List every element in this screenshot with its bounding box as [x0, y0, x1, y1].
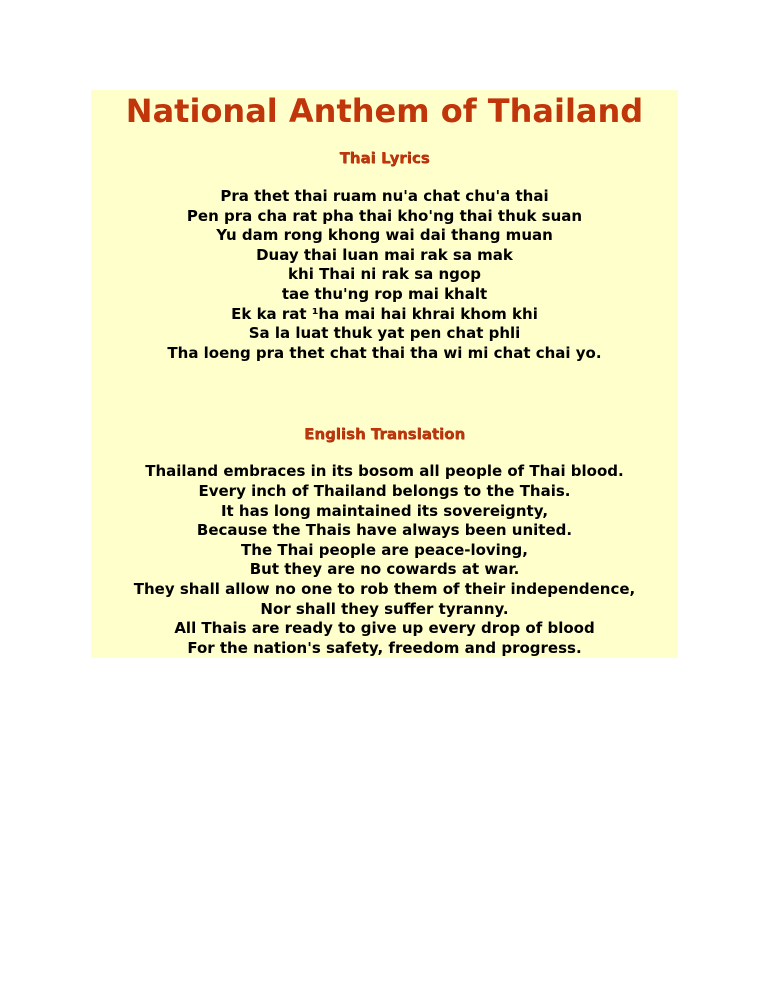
thai-lyric-line: tae thu'ng rop mai khalt	[281, 284, 488, 303]
thai-lyric-line: Yu dam rong khong wai dai thang muan	[216, 226, 553, 245]
english-translation-line: For the nation's safety, freedom and progress.	[187, 638, 582, 657]
english-translation-list	[91, 462, 678, 658]
english-translation-line: But they are no cowards at war.	[249, 560, 520, 579]
english-translation-heading: English Translation	[303, 425, 466, 444]
english-translation-line: The Thai people are peace-loving,	[241, 540, 528, 559]
thai-lyrics-heading: Thai Lyrics	[339, 149, 430, 167]
thai-lyric-line: Sa la luat thuk yat pen chat phli	[248, 324, 521, 343]
page-title: National Anthem of Thailand	[125, 92, 644, 130]
english-translation-line: Because the Thais have always been united.	[196, 521, 573, 540]
thai-lyric-line: Pen pra cha rat pha thai kho'ng thai thuk suan	[186, 206, 583, 225]
thai-lyric-line: Tha loeng pra thet chat thai tha wi mi chat chai yo.	[167, 343, 602, 362]
thai-lyric-line: Ek ka rat ¹ha mai hai khrai khom khi	[231, 304, 538, 323]
english-translation-line: They shall allow no one to rob them of their independence,	[133, 579, 636, 598]
english-translation-line: It has long maintained its sovereignty,	[220, 501, 549, 520]
english-translation-line: Nor shall they suffer tyranny.	[260, 599, 509, 618]
thai-lyric-line: khi Thai ni rak sa ngop	[288, 265, 481, 284]
english-translation-line: Every inch of Thailand belongs to the Thais.	[198, 481, 571, 500]
thai-lyric-line: Duay thai luan mai rak sa mak	[256, 245, 513, 264]
thai-lyrics-list	[91, 187, 678, 363]
anthem-panel	[91, 90, 678, 658]
english-translation-line: All Thais are ready to give up every drop of blood	[174, 619, 595, 638]
english-translation-line: Thailand embraces in its bosom all people of Thai blood.	[145, 462, 624, 481]
thai-lyric-line: Pra thet thai ruam nu'a chat chu'a thai	[220, 187, 549, 205]
